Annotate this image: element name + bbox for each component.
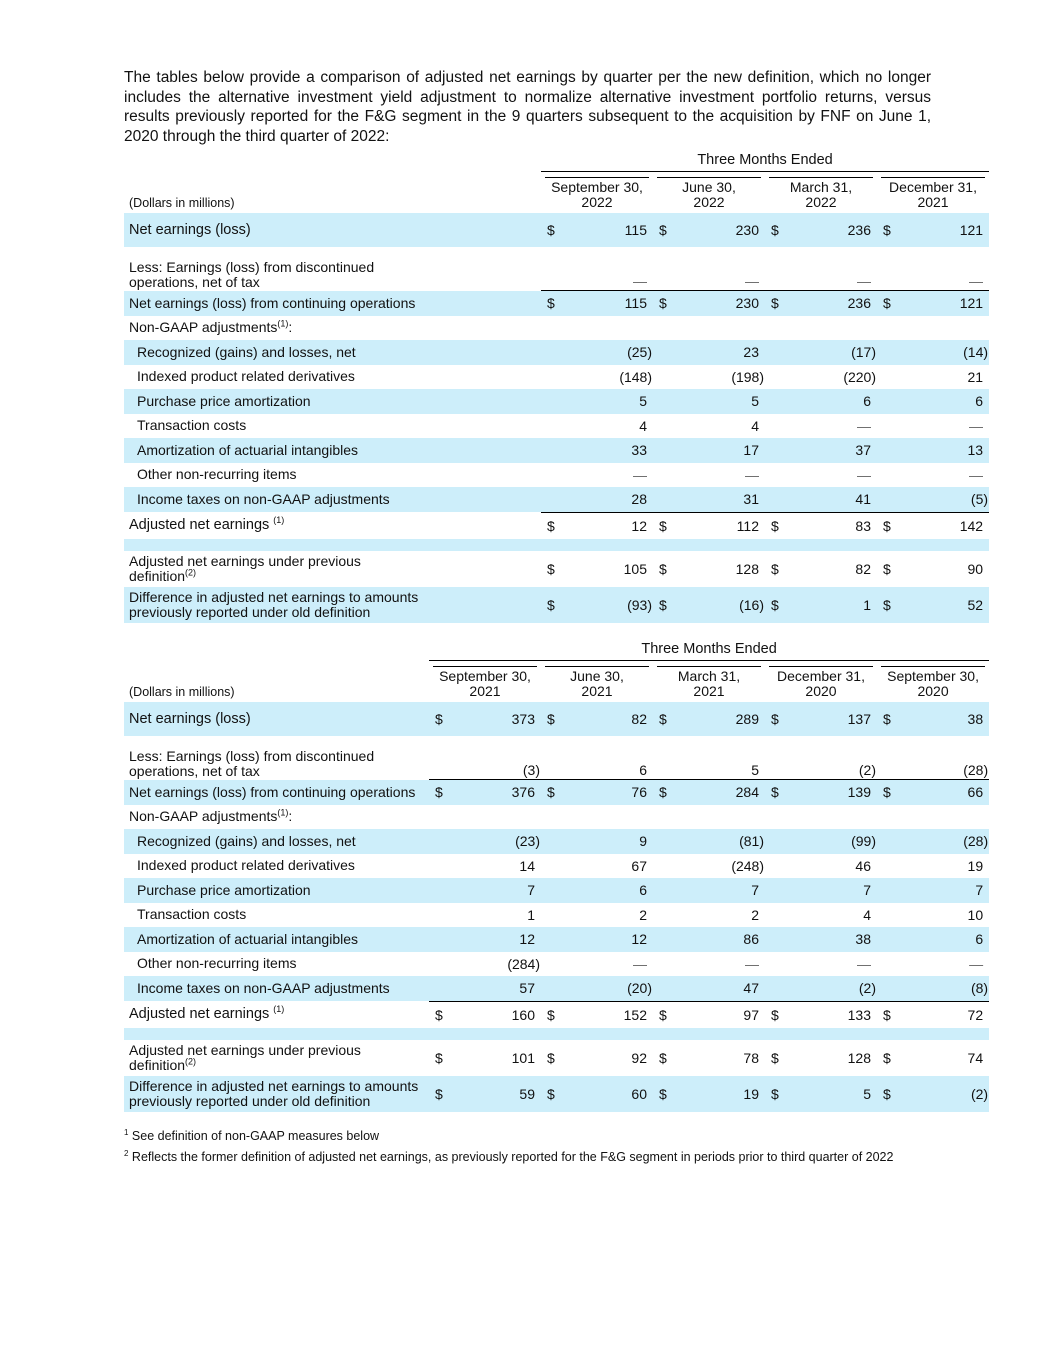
row-taxes	[124, 976, 989, 1001]
row-recognized	[124, 829, 989, 854]
cell-value: (8)	[902, 976, 989, 1001]
cell-value: 152	[566, 1001, 653, 1028]
cell-value: 14	[519, 857, 535, 874]
column-header	[881, 666, 985, 699]
column-header	[769, 177, 873, 210]
dollar-sign: $	[653, 1001, 678, 1028]
dollar-sign: $	[541, 213, 566, 247]
three-months-ended-label: Three Months Ended	[429, 639, 989, 661]
row-prev-def	[124, 1040, 989, 1076]
row-label: Adjusted net earnings under previous definition	[129, 1041, 361, 1073]
cell-value: 139	[790, 780, 877, 805]
row-label: Adjusted net earnings under previous definition	[129, 552, 361, 584]
row-label: Net earnings (loss)	[129, 710, 251, 727]
row-label: Net earnings (loss)	[129, 221, 251, 238]
cell-value: 10	[967, 906, 984, 923]
cell-value: 1	[790, 587, 877, 623]
row-label: Indexed product related derivatives	[137, 857, 355, 874]
cell-value: 28	[566, 487, 653, 512]
cell-value: —	[745, 273, 759, 289]
row-label: Other non-recurring items	[137, 955, 297, 972]
cell-value: (5)	[902, 487, 989, 512]
row-non-gaap	[124, 316, 989, 341]
cell-value: 142	[902, 512, 989, 539]
cell-value: —	[745, 955, 759, 972]
cell-value: 37	[790, 438, 877, 463]
row-net-cont	[124, 780, 989, 805]
dollar-sign: $	[765, 1001, 790, 1028]
cell-value: 46	[855, 857, 871, 874]
cell-value: (2)	[902, 1076, 989, 1112]
cell-value: 38	[902, 702, 989, 736]
column-header	[545, 666, 649, 699]
dollar-sign: $	[765, 702, 790, 736]
dollar-sign: $	[429, 1076, 454, 1112]
dollar-sign: $	[541, 1076, 566, 1112]
cell-value: 12	[454, 927, 541, 952]
units-label: (Dollars in millions)	[129, 685, 235, 699]
cell-value: (284)	[507, 955, 540, 972]
row-label: Transaction costs	[137, 417, 247, 434]
cell-value: 60	[566, 1076, 653, 1112]
cell-value: (2)	[858, 762, 876, 778]
dollar-sign: $	[877, 291, 902, 316]
footnotes	[124, 1124, 893, 1166]
cell-value: —	[857, 273, 871, 289]
column-header-period: December 31,	[777, 668, 865, 684]
cell-value: 284	[678, 780, 765, 805]
dollar-sign: $	[765, 587, 790, 623]
cell-value: —	[745, 466, 759, 483]
cell-value: 7	[902, 878, 989, 903]
cell-value: 289	[678, 702, 765, 736]
footnote-ref: (1)	[273, 1003, 285, 1014]
cell-value: 6	[790, 389, 877, 414]
cell-value: 160	[454, 1001, 541, 1028]
cell-value: 13	[902, 438, 989, 463]
cell-value: 121	[902, 213, 989, 247]
cell-value: 4	[639, 417, 647, 434]
cell-value: 12	[566, 512, 653, 539]
cell-value: (2)	[790, 976, 877, 1001]
row-actuarial	[124, 927, 989, 952]
cell-value: (28)	[963, 762, 989, 778]
cell-value: 137	[790, 702, 877, 736]
row-label: Amortization of actuarial intangibles	[137, 930, 359, 947]
cell-value: 115	[566, 213, 653, 247]
cell-value: 33	[566, 438, 653, 463]
cell-value: 128	[847, 1049, 871, 1066]
cell-value: 66	[902, 780, 989, 805]
row-label: Net earnings (loss) from continuing operations	[129, 294, 416, 311]
footnote-ref: (1)	[273, 514, 285, 525]
cell-value: 12	[566, 927, 653, 952]
row-label: Recognized (gains) and losses, net	[137, 343, 356, 360]
footnote-ref: (2)	[185, 1055, 197, 1066]
column-header	[545, 177, 649, 210]
dollar-sign: $	[765, 512, 790, 539]
cell-value: 82	[566, 702, 653, 736]
row-label-colon: :	[288, 808, 293, 825]
footnote-1-mark: 1	[124, 1128, 129, 1137]
column-header	[769, 666, 873, 699]
dollar-sign: $	[765, 780, 790, 805]
cell-value: 23	[678, 340, 765, 365]
cell-value: 7	[454, 878, 541, 903]
row-taxes	[124, 487, 989, 512]
cell-value: —	[633, 466, 647, 483]
cell-value: 5	[678, 389, 765, 414]
dollar-sign: $	[547, 560, 555, 577]
cell-value: (14)	[902, 340, 989, 365]
row-indexed	[124, 365, 989, 390]
dollar-sign: $	[765, 1076, 790, 1112]
row-recognized	[124, 340, 989, 365]
column-header	[433, 666, 537, 699]
row-ppa	[124, 389, 989, 414]
row-label: Difference in adjusted net earnings to amounts previously reported under old definition	[129, 588, 419, 620]
cell-value: 83	[790, 512, 877, 539]
row-less-disc	[124, 247, 989, 291]
cell-value: 101	[511, 1049, 535, 1066]
dollar-sign: $	[653, 213, 678, 247]
cell-value: —	[969, 955, 984, 972]
cell-value: 236	[790, 291, 877, 316]
row-spacer	[124, 539, 989, 551]
cell-value: —	[633, 273, 647, 289]
cell-value: 5	[566, 389, 653, 414]
cell-value: (28)	[902, 829, 989, 854]
footnote-2	[124, 1145, 893, 1166]
cell-value: 128	[735, 560, 759, 577]
row-label: Difference in adjusted net earnings to amounts previously reported under old definition	[129, 1077, 419, 1109]
row-adjusted	[124, 1001, 989, 1028]
cell-value: 236	[790, 213, 877, 247]
cell-value: 115	[566, 291, 653, 316]
dollar-sign: $	[877, 1001, 902, 1028]
cell-value: —	[857, 955, 871, 972]
column-header-period: March 31,	[789, 179, 853, 195]
dollar-sign: $	[653, 512, 678, 539]
cell-value: —	[857, 417, 871, 434]
row-label-colon: :	[288, 319, 293, 336]
cell-value: 41	[790, 487, 877, 512]
cell-value: (220)	[843, 368, 876, 385]
footnote-2-text: Reflects the former definition of adjusted net earnings, as previously reported for the F&G segment in periods prior to third quarter of 2022	[128, 1150, 894, 1165]
dollar-sign: $	[653, 587, 678, 623]
cell-value: 2	[751, 906, 759, 923]
row-ppa	[124, 878, 989, 903]
cell-value: 67	[631, 857, 647, 874]
row-label: Non-GAAP adjustments	[129, 319, 278, 336]
column-header-period: December 31,	[889, 179, 977, 195]
cell-value: 86	[678, 927, 765, 952]
dollar-sign: $	[653, 1076, 678, 1112]
cell-value: 97	[678, 1001, 765, 1028]
cell-value: (148)	[619, 368, 652, 385]
cell-value: —	[633, 955, 647, 972]
dollar-sign: $	[547, 1049, 555, 1066]
row-other	[124, 952, 989, 977]
cell-value: 72	[902, 1001, 989, 1028]
dollar-sign: $	[771, 560, 779, 577]
column-header-year: 2022	[581, 194, 613, 210]
row-label: Transaction costs	[137, 906, 247, 923]
dollar-sign: $	[541, 1001, 566, 1028]
dollar-sign: $	[541, 291, 566, 316]
cell-value: 78	[743, 1049, 759, 1066]
cell-value: 52	[902, 587, 989, 623]
row-label: Amortization of actuarial intangibles	[137, 441, 359, 458]
column-header-period: September 30,	[551, 179, 643, 195]
cell-value: (81)	[678, 829, 765, 854]
column-header-period: September 30,	[887, 668, 979, 684]
cell-value: (16)	[678, 587, 765, 623]
column-header-year: 2022	[693, 194, 725, 210]
row-label: Purchase price amortization	[137, 881, 311, 898]
dollar-sign: $	[541, 512, 566, 539]
cell-value: 6	[902, 389, 989, 414]
row-label: Non-GAAP adjustments	[129, 808, 278, 825]
row-label: Less: Earnings (loss) from discontinued operations, net of tax	[129, 747, 375, 779]
row-spacer	[124, 1028, 989, 1040]
dollar-sign: $	[659, 560, 667, 577]
cell-value: —	[857, 466, 871, 483]
dollar-sign: $	[429, 702, 454, 736]
column-header-year: 2020	[917, 683, 949, 699]
row-transaction	[124, 903, 989, 928]
cell-value: 230	[678, 291, 765, 316]
cell-value: 19	[967, 857, 984, 874]
column-header	[657, 177, 761, 210]
column-header	[881, 177, 985, 210]
cell-value: 7	[790, 878, 877, 903]
dollar-sign: $	[541, 780, 566, 805]
row-label: Recognized (gains) and losses, net	[137, 832, 356, 849]
row-prev-def	[124, 551, 989, 587]
dollar-sign: $	[659, 1049, 667, 1066]
row-label: Net earnings (loss) from continuing operations	[129, 783, 416, 800]
row-label: Income taxes on non-GAAP adjustments	[137, 980, 390, 996]
row-less-disc	[124, 736, 989, 780]
row-net-earnings	[124, 702, 989, 736]
column-header-period: June 30,	[570, 668, 624, 684]
cell-value: (198)	[731, 368, 764, 385]
dollar-sign: $	[541, 702, 566, 736]
cell-value: (3)	[522, 762, 540, 778]
row-adjusted	[124, 512, 989, 539]
dollar-sign: $	[765, 291, 790, 316]
cell-value: 2	[639, 906, 647, 923]
cell-value: (23)	[454, 829, 541, 854]
cell-value: 59	[454, 1076, 541, 1112]
cell-value: 19	[678, 1076, 765, 1112]
cell-value: (99)	[790, 829, 877, 854]
cell-value: 82	[855, 560, 871, 577]
dollar-sign: $	[429, 780, 454, 805]
cell-value: 373	[454, 702, 541, 736]
dollar-sign: $	[429, 1001, 454, 1028]
row-label: Income taxes on non-GAAP adjustments	[137, 491, 390, 507]
cell-value: 57	[454, 976, 541, 1001]
dollar-sign: $	[883, 1049, 891, 1066]
footnote-ref: (2)	[185, 566, 197, 577]
cell-value: (93)	[566, 587, 653, 623]
cell-value: 9	[566, 829, 653, 854]
cell-value: 7	[678, 878, 765, 903]
dollar-sign: $	[771, 1049, 779, 1066]
cell-value: 6	[639, 762, 647, 778]
row-label: Less: Earnings (loss) from discontinued operations, net of tax	[129, 258, 375, 290]
cell-value: 92	[631, 1049, 647, 1066]
cell-value: 4	[863, 906, 871, 923]
dollar-sign: $	[877, 702, 902, 736]
intro-paragraph: The tables below provide a comparison of adjusted net earnings by quarter per the new definition, which no longer includes the alternative investment yield adjustment to normalize alternative investment portfolio returns, versus results previously reported for the F&G segment in the 9 quarters subsequent to the acquisition by FNF on June 1, 2020 through the third quarter of 2022:	[124, 69, 931, 145]
column-header-year: 2020	[805, 683, 837, 699]
cell-value: 230	[678, 213, 765, 247]
three-months-ended-label: Three Months Ended	[541, 150, 989, 172]
dollar-sign: $	[653, 702, 678, 736]
cell-value: —	[969, 466, 984, 483]
row-net-cont	[124, 291, 989, 316]
column-header-year: 2021	[917, 194, 949, 210]
footnote-ref: (1)	[277, 807, 289, 818]
row-label: Indexed product related derivatives	[137, 368, 355, 385]
dollar-sign: $	[877, 213, 902, 247]
dollar-sign: $	[883, 560, 891, 577]
cell-value: 74	[967, 1049, 984, 1066]
dollar-sign: $	[877, 587, 902, 623]
cell-value: 31	[678, 487, 765, 512]
dollar-sign: $	[653, 780, 678, 805]
column-header-year: 2022	[805, 194, 837, 210]
column-header-period: March 31,	[677, 668, 741, 684]
table-2021-2020-quarters	[124, 639, 989, 1112]
cell-value: 112	[678, 512, 765, 539]
footnote-ref: (1)	[277, 318, 289, 329]
cell-value: 90	[967, 560, 984, 577]
dollar-sign: $	[541, 587, 566, 623]
cell-value: (25)	[566, 340, 653, 365]
row-non-gaap	[124, 805, 989, 830]
footnote-2-mark: 2	[124, 1149, 129, 1159]
cell-value: 4	[751, 417, 759, 434]
cell-value: 121	[902, 291, 989, 316]
row-difference	[124, 1076, 989, 1112]
dollar-sign: $	[877, 512, 902, 539]
column-header-year: 2021	[469, 683, 501, 699]
dollar-sign: $	[877, 1076, 902, 1112]
cell-value: 5	[751, 762, 759, 778]
cell-value: 6	[902, 927, 989, 952]
cell-value: 6	[566, 878, 653, 903]
column-header-year: 2021	[693, 683, 725, 699]
column-header	[657, 666, 761, 699]
cell-value: 38	[790, 927, 877, 952]
cell-value: 5	[790, 1076, 877, 1112]
row-other	[124, 463, 989, 488]
cell-value: 21	[967, 368, 984, 385]
footnote-1-text: See definition of non-GAAP measures below	[128, 1129, 380, 1144]
footnote-1	[124, 1124, 893, 1145]
units-label: (Dollars in millions)	[129, 196, 235, 210]
row-label: Adjusted net earnings	[129, 516, 274, 533]
cell-value: —	[969, 417, 984, 434]
row-label: Purchase price amortization	[137, 392, 311, 409]
row-actuarial	[124, 438, 989, 463]
dollar-sign: $	[877, 780, 902, 805]
row-label: Other non-recurring items	[137, 466, 297, 483]
row-indexed	[124, 854, 989, 879]
row-net-earnings	[124, 213, 989, 247]
row-label: Adjusted net earnings	[129, 1005, 274, 1022]
column-header-year: 2021	[581, 683, 613, 699]
dollar-sign: $	[435, 1049, 443, 1066]
dollar-sign: $	[765, 213, 790, 247]
cell-value: —	[969, 273, 984, 289]
table-2022-quarters	[124, 150, 989, 623]
dollar-sign: $	[653, 291, 678, 316]
cell-value: 76	[566, 780, 653, 805]
cell-value: 1	[527, 906, 535, 923]
cell-value: 133	[790, 1001, 877, 1028]
row-transaction	[124, 414, 989, 439]
column-header-period: September 30,	[439, 668, 531, 684]
row-difference	[124, 587, 989, 623]
cell-value: (248)	[731, 857, 764, 874]
cell-value: (20)	[566, 976, 653, 1001]
column-header-period: June 30,	[682, 179, 736, 195]
cell-value: 376	[454, 780, 541, 805]
cell-value: 47	[678, 976, 765, 1001]
cell-value: 105	[623, 560, 647, 577]
cell-value: (17)	[790, 340, 877, 365]
cell-value: 17	[678, 438, 765, 463]
